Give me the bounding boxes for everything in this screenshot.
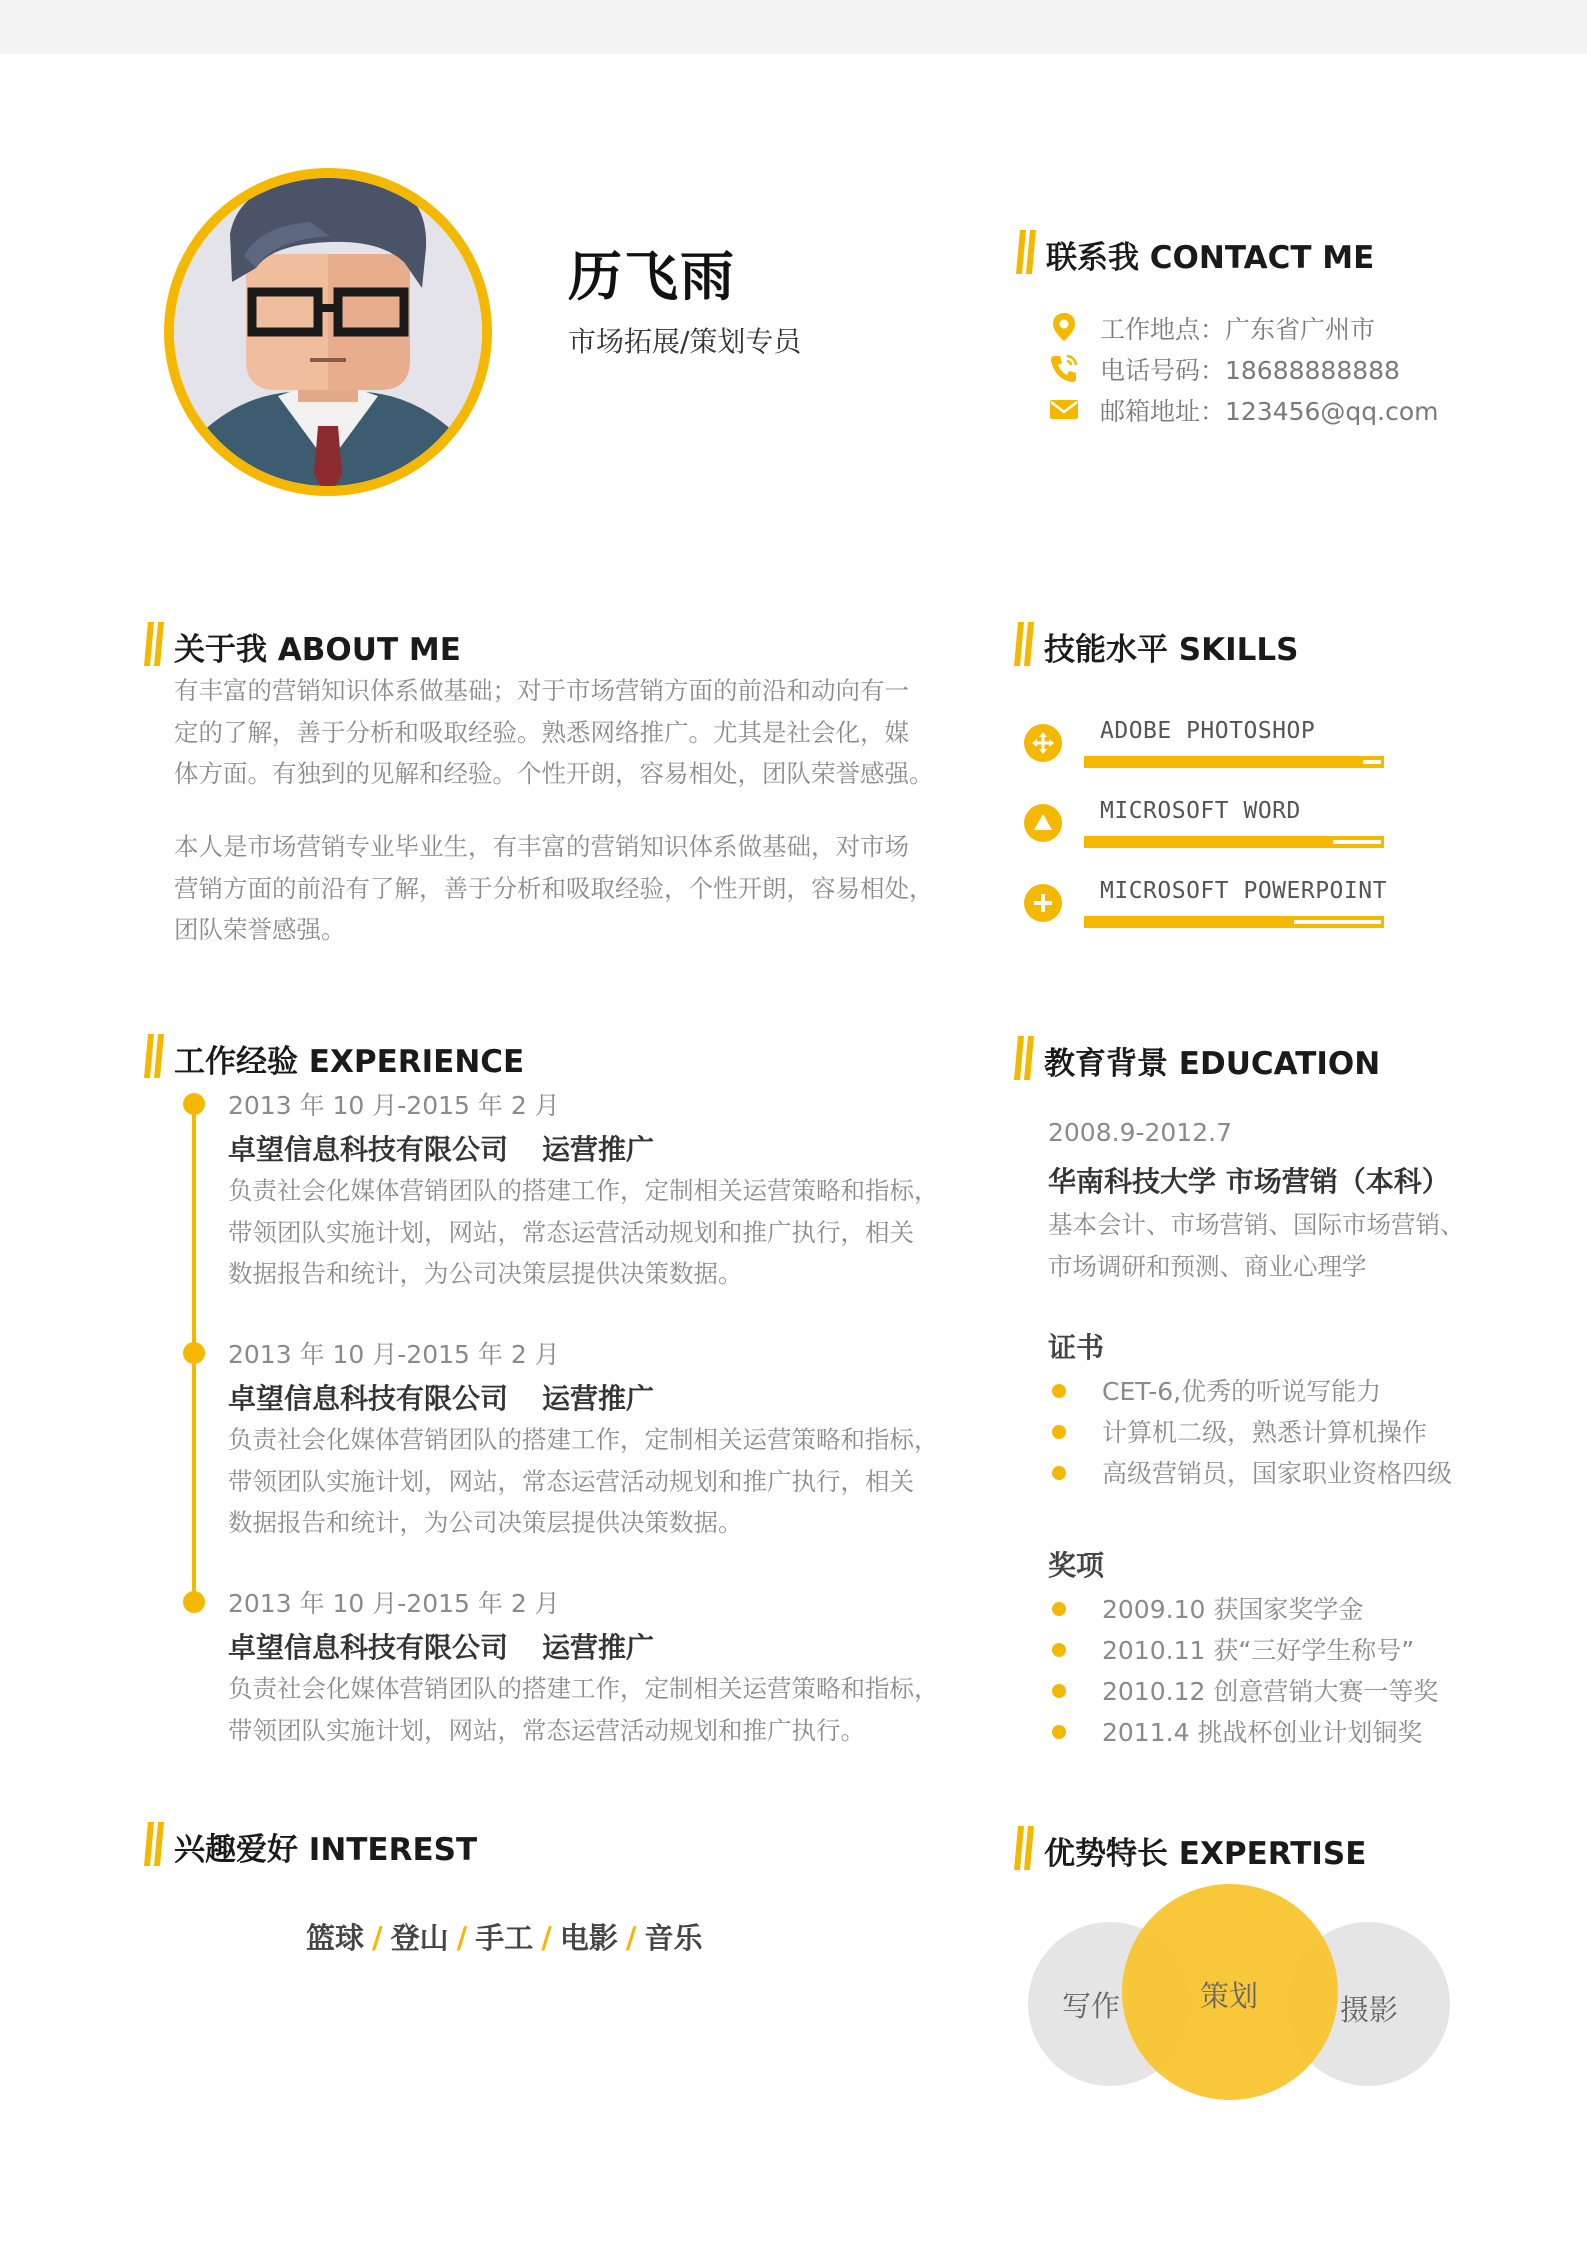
triangle-icon bbox=[1024, 804, 1062, 842]
text-line: 带领团队实施计划，网站，常态运营活动规划和推广执行，相关 bbox=[228, 1466, 914, 1496]
skill-progress-gap bbox=[1363, 760, 1381, 764]
list-item-text: CET-6,优秀的听说写能力 bbox=[1102, 1377, 1382, 1406]
text-line: 营销方面的前沿有了解，善于分析和吸取经验，个性开朗，容易相处， bbox=[174, 873, 934, 903]
text-line: 团队荣誉感强。 bbox=[174, 915, 346, 944]
expertise-label: 摄影 bbox=[1340, 1993, 1399, 2027]
interest-item: 篮球 bbox=[306, 1921, 365, 1955]
plus-icon bbox=[1024, 884, 1062, 922]
avatar bbox=[160, 164, 496, 500]
experience-title bbox=[228, 1377, 654, 1417]
section-bars-icon bbox=[1014, 622, 1034, 666]
experience-date: 2013 年 10 月-2015 年 2 月 bbox=[228, 1340, 560, 1369]
skill-powerpoint bbox=[1024, 872, 1394, 932]
text-line: 基本会计、市场营销、国际市场营销、 bbox=[1048, 1210, 1465, 1239]
bullet-icon bbox=[1052, 1466, 1066, 1480]
section-title: 工作经验 EXPERIENCE bbox=[174, 1044, 525, 1080]
education-courses bbox=[1048, 1204, 1465, 1287]
contact-location-text: 工作地点：广东省广州市 bbox=[1100, 315, 1376, 344]
awards-heading: 奖项 bbox=[1048, 1549, 1105, 1582]
about-paragraph-1 bbox=[174, 670, 934, 795]
contact-email-text: 邮箱地址：123456@qq.com bbox=[1100, 397, 1439, 426]
text-line: 体方面。有独到的见解和经验。个性开朗，容易相处，团队荣誉感强。 bbox=[174, 759, 934, 788]
role-name: 运营推广 bbox=[542, 1631, 655, 1664]
section-title: 兴趣爱好 INTEREST bbox=[174, 1832, 478, 1868]
text-line: 带领团队实施计划，网站，常态运营活动规划和推广执行，相关 bbox=[228, 1217, 914, 1247]
skill-photoshop bbox=[1024, 712, 1394, 772]
section-bars-icon bbox=[1014, 1036, 1034, 1080]
bullet-icon bbox=[1052, 1425, 1066, 1439]
section-title: 关于我 ABOUT ME bbox=[174, 632, 461, 668]
experience-description bbox=[228, 1668, 939, 1751]
skill-word bbox=[1024, 792, 1394, 852]
experience-description bbox=[228, 1170, 939, 1295]
interest-separator: / bbox=[541, 1921, 552, 1955]
skill-progress-bar bbox=[1084, 756, 1384, 768]
skill-progress-gap bbox=[1333, 840, 1381, 844]
bullet-icon bbox=[1052, 1684, 1066, 1698]
experience-date: 2013 年 10 月-2015 年 2 月 bbox=[228, 1091, 560, 1120]
text-line: 数据报告和统计，为公司决策层提供决策数据。 bbox=[228, 1259, 743, 1288]
company-name: 卓望信息科技有限公司 bbox=[228, 1133, 509, 1166]
text-line: 本人是市场营销专业毕业生，有丰富的营销知识体系做基础，对市场 bbox=[174, 832, 909, 861]
list-item-text: 2011.4 挑战杯创业计划铜奖 bbox=[1102, 1718, 1423, 1747]
contact-phone-text: 电话号码：18688888888 bbox=[1100, 356, 1400, 385]
interest-list bbox=[306, 1916, 702, 1957]
company-name: 卓望信息科技有限公司 bbox=[228, 1631, 509, 1664]
section-bars-icon bbox=[1014, 1826, 1034, 1870]
list-item-text: 2009.10 获国家奖学金 bbox=[1102, 1595, 1364, 1624]
interest-item: 手工 bbox=[475, 1921, 534, 1955]
section-title: 教育背景 EDUCATION bbox=[1044, 1046, 1381, 1082]
interest-item: 音乐 bbox=[644, 1921, 703, 1955]
education-school: 华南科技大学 市场营销（本科） bbox=[1048, 1165, 1450, 1198]
experience-date: 2013 年 10 月-2015 年 2 月 bbox=[228, 1589, 560, 1618]
section-title: 联系我 CONTACT ME bbox=[1046, 240, 1375, 276]
move-arrows-icon bbox=[1024, 724, 1062, 762]
experience-description bbox=[228, 1419, 939, 1544]
text-line: 有丰富的营销知识体系做基础；对于市场营销方面的前沿和动向有一 bbox=[174, 676, 909, 705]
timeline-dot bbox=[183, 1342, 205, 1364]
skill-name: ADOBE PHOTOSHOP bbox=[1100, 718, 1316, 744]
timeline-dot bbox=[183, 1093, 205, 1115]
interest-item: 登山 bbox=[390, 1921, 449, 1955]
text-line: 市场调研和预测、商业心理学 bbox=[1048, 1251, 1367, 1281]
expertise-label: 写作 bbox=[1062, 1989, 1121, 2023]
candidate-name: 历飞雨 bbox=[568, 245, 736, 308]
expertise-label: 策划 bbox=[1200, 1979, 1259, 2013]
text-line: 负责社会化媒体营销团队的搭建工作，定制相关运营策略和指标， bbox=[228, 1425, 939, 1454]
section-bars-icon bbox=[1016, 230, 1036, 274]
bullet-icon bbox=[1052, 1384, 1066, 1398]
text-line: 数据报告和统计，为公司决策层提供决策数据。 bbox=[228, 1508, 743, 1537]
job-title: 市场拓展/策划专员 bbox=[568, 325, 802, 358]
experience-title bbox=[228, 1626, 654, 1666]
role-name: 运营推广 bbox=[542, 1133, 655, 1166]
experience-title bbox=[228, 1128, 654, 1168]
section-bars-icon bbox=[144, 1034, 164, 1078]
text-line: 定的了解，善于分析和吸取经验。熟悉网络推广。尤其是社会化，媒 bbox=[174, 717, 909, 747]
interest-separator: / bbox=[372, 1921, 383, 1955]
timeline-dot bbox=[183, 1591, 205, 1613]
skill-name: MICROSOFT POWERPOINT bbox=[1100, 878, 1387, 904]
education-date: 2008.9-2012.7 bbox=[1048, 1118, 1232, 1147]
skill-progress-gap bbox=[1294, 920, 1381, 924]
section-title: 技能水平 SKILLS bbox=[1044, 632, 1299, 668]
bullet-icon bbox=[1052, 1725, 1066, 1739]
certificates-heading: 证书 bbox=[1048, 1331, 1105, 1364]
text-line: 负责社会化媒体营销团队的搭建工作，定制相关运营策略和指标， bbox=[228, 1176, 939, 1205]
role-name: 运营推广 bbox=[542, 1382, 655, 1415]
location-pin-icon bbox=[1048, 311, 1080, 343]
list-item-text: 2010.12 创意营销大赛一等奖 bbox=[1102, 1677, 1439, 1706]
interest-separator: / bbox=[625, 1921, 637, 1955]
company-name: 卓望信息科技有限公司 bbox=[228, 1382, 509, 1415]
text-line: 负责社会化媒体营销团队的搭建工作，定制相关运营策略和指标， bbox=[228, 1674, 939, 1703]
skill-name: MICROSOFT WORD bbox=[1100, 798, 1301, 824]
bullet-icon bbox=[1052, 1643, 1066, 1657]
list-item-text: 计算机二级，熟悉计算机操作 bbox=[1102, 1418, 1428, 1447]
section-bars-icon bbox=[144, 1822, 164, 1866]
section-bars-icon bbox=[144, 622, 164, 666]
phone-icon bbox=[1048, 352, 1080, 384]
text-line: 带领团队实施计划，网站，常态运营活动规划和推广执行。 bbox=[228, 1715, 865, 1745]
section-title: 优势特长 EXPERTISE bbox=[1044, 1836, 1367, 1872]
mail-icon bbox=[1048, 393, 1080, 425]
top-bar bbox=[0, 0, 1587, 54]
list-item-text: 高级营销员，国家职业资格四级 bbox=[1102, 1459, 1453, 1488]
bullet-icon bbox=[1052, 1602, 1066, 1616]
about-paragraph-2 bbox=[174, 826, 934, 951]
interest-separator: / bbox=[456, 1921, 468, 1955]
list-item-text: 2010.11 获“三好学生称号” bbox=[1102, 1636, 1415, 1665]
interest-item: 电影 bbox=[559, 1921, 618, 1955]
